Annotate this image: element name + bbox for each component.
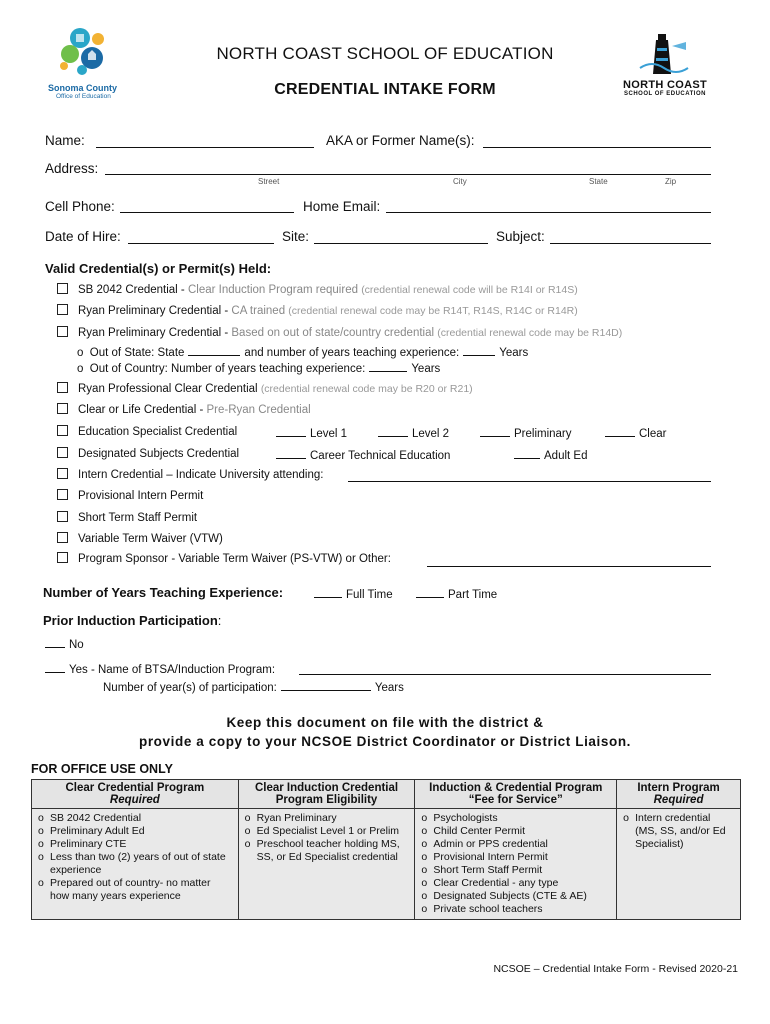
checkbox-vtw[interactable] <box>57 532 68 543</box>
school-title: NORTH COAST SCHOOL OF EDUCATION <box>216 44 554 63</box>
checkbox-intern[interactable] <box>57 468 68 479</box>
office-col1-list <box>32 809 239 920</box>
name-label: Name: <box>45 133 85 148</box>
footer-text: NCSOE – Credential Intake Form - Revised 2020-21 <box>493 963 738 975</box>
cell-phone-field[interactable] <box>120 212 294 213</box>
out-of-state-years-field[interactable] <box>463 344 495 356</box>
office-col2-list <box>238 809 415 920</box>
aka-field[interactable] <box>483 147 711 148</box>
date-of-hire-field[interactable] <box>128 243 274 244</box>
checkbox-ryan-prelim-ca[interactable] <box>57 304 68 315</box>
list-item: o Designated Subjects (CTE & AE) <box>421 890 610 903</box>
home-email-label: Home Email: <box>303 199 381 214</box>
list-item: o Child Center Permit <box>421 825 610 838</box>
induction-program-field[interactable] <box>299 674 711 675</box>
north-coast-logo-line1: NORTH COAST <box>623 79 707 91</box>
office-use-heading: FOR OFFICE USE ONLY <box>31 762 173 776</box>
intern-university-field[interactable] <box>348 481 711 482</box>
credential-ed-specialist[interactable]: Education Specialist Credential <box>57 425 237 438</box>
cell-phone-label: Cell Phone: <box>45 199 115 214</box>
form-title: CREDENTIAL INTAKE FORM <box>274 81 496 98</box>
address-field[interactable] <box>105 174 711 175</box>
induction-years-field[interactable] <box>281 679 371 691</box>
subject-field[interactable] <box>550 243 711 244</box>
out-of-state-line: o Out of State: State and number of years teaching experience: Years <box>77 344 528 359</box>
checkbox-sb2042[interactable] <box>57 283 68 294</box>
list-item: o Ed Specialist Level 1 or Prelim <box>245 825 409 838</box>
ds-adult-ed[interactable]: Adult Ed <box>514 447 587 462</box>
list-item: o Preschool teacher holding MS, SS, or Ed Specialist credential <box>245 838 409 864</box>
induction-yes-option[interactable]: Yes - Name of BTSA/Induction Program: <box>45 661 275 676</box>
ed-spec-level1[interactable]: Level 1 <box>276 425 347 440</box>
ds-cte[interactable]: Career Technical Education <box>276 447 450 462</box>
ps-vtw-other-field[interactable] <box>427 566 711 567</box>
office-col4-header: Intern Program Required <box>617 780 741 809</box>
checkbox-ryan-prelim-out[interactable] <box>57 326 68 337</box>
ed-spec-preliminary[interactable]: Preliminary <box>480 425 572 440</box>
list-item: o Preliminary CTE <box>38 838 232 851</box>
credential-clear-life[interactable]: Clear or Life Credential - Pre-Ryan Credential <box>57 403 311 416</box>
city-sublabel: City <box>453 177 467 186</box>
checkbox-designated-subjects[interactable] <box>57 447 68 458</box>
credential-ryan-prelim-out[interactable]: Ryan Preliminary Credential - Based on out of state/country credential (credential renewal code may be R14D) <box>57 326 622 339</box>
site-label: Site: <box>282 229 310 244</box>
list-item: o Prepared out of country- no matter how many years experience <box>38 877 232 903</box>
credential-provisional-intern[interactable]: Provisional Intern Permit <box>57 489 203 502</box>
office-col4-list <box>617 809 741 920</box>
ed-spec-clear[interactable]: Clear <box>605 425 666 440</box>
site-field[interactable] <box>314 243 488 244</box>
induction-heading: Prior Induction Participation: <box>43 613 222 628</box>
sonoma-logo-line1: Sonoma County <box>48 83 117 93</box>
checkbox-clear-life[interactable] <box>57 403 68 414</box>
out-of-state-field[interactable] <box>188 344 240 356</box>
checkbox-provisional-intern[interactable] <box>57 489 68 500</box>
checkbox-ryan-professional[interactable] <box>57 382 68 393</box>
list-item: o Ryan Preliminary <box>245 812 409 825</box>
address-label: Address: <box>45 161 99 176</box>
credential-short-term-staff[interactable]: Short Term Staff Permit <box>57 511 197 524</box>
part-time-option[interactable]: Part Time <box>416 586 497 601</box>
checkbox-ps-vtw[interactable] <box>57 552 68 563</box>
zip-sublabel: Zip <box>665 177 677 186</box>
north-coast-logo-line2: SCHOOL OF EDUCATION <box>624 91 706 97</box>
list-item: o Clear Credential - any type <box>421 877 610 890</box>
list-item: o Less than two (2) years of out of state experience <box>38 851 232 877</box>
credential-ps-vtw[interactable]: Program Sponsor - Variable Term Waiver (PS-VTW) or Other: <box>57 552 391 565</box>
credential-vtw[interactable]: Variable Term Waiver (VTW) <box>57 532 223 545</box>
notice-line2: provide a copy to your NCSOE District Coordinator or District Liaison. <box>138 734 632 749</box>
home-email-field[interactable] <box>386 212 711 213</box>
office-col2-header: Clear Induction Credential Program Eligibility <box>238 780 415 809</box>
name-field[interactable] <box>96 147 314 148</box>
induction-no-option[interactable]: No <box>45 636 84 651</box>
date-of-hire-label: Date of Hire: <box>45 229 121 244</box>
out-of-country-years-field[interactable] <box>369 360 407 372</box>
checkbox-ed-specialist[interactable] <box>57 425 68 436</box>
list-item: o Intern credential (MS, SS, and/or Ed Specialist) <box>623 812 734 851</box>
list-item: o Provisional Intern Permit <box>421 851 610 864</box>
subject-label: Subject: <box>496 229 545 244</box>
office-use-table <box>31 779 741 920</box>
street-sublabel: Street <box>258 177 280 186</box>
office-col3-list <box>415 809 617 920</box>
experience-heading: Number of Years Teaching Experience: <box>43 585 284 600</box>
list-item: o Short Term Staff Permit <box>421 864 610 877</box>
list-item: o Private school teachers <box>421 903 610 916</box>
office-col1-header: Clear Credential Program Required <box>32 780 239 809</box>
out-of-country-line: o Out of Country: Number of years teaching experience: Years <box>77 360 440 375</box>
office-col3-header: Induction & Credential Program “Fee for Service” <box>415 780 617 809</box>
state-sublabel: State <box>589 177 608 186</box>
ed-spec-level2[interactable]: Level 2 <box>378 425 449 440</box>
credential-designated-subjects[interactable]: Designated Subjects Credential <box>57 447 239 460</box>
credential-ryan-prelim-ca[interactable]: Ryan Preliminary Credential - CA trained (credential renewal code may be R14T, R14S, R14C or R14R) <box>57 304 578 317</box>
list-item: o Psychologists <box>421 812 610 825</box>
sonoma-logo-line2: Office of Education <box>56 93 111 100</box>
credential-sb2042[interactable]: SB 2042 Credential - Clear Induction Program required (credential renewal code will be R14I or R14S) <box>57 283 578 296</box>
notice-line1: Keep this document on file with the district & <box>226 715 544 730</box>
credential-intern[interactable]: Intern Credential – Indicate University attending: <box>57 468 323 481</box>
credentials-heading: Valid Credential(s) or Permit(s) Held: <box>45 261 272 276</box>
full-time-option[interactable]: Full Time <box>314 586 393 601</box>
aka-label: AKA or Former Name(s): <box>326 133 475 148</box>
list-item: o SB 2042 Credential <box>38 812 232 825</box>
checkbox-short-term-staff[interactable] <box>57 511 68 522</box>
list-item: o Admin or PPS credential <box>421 838 610 851</box>
induction-years-line: Number of year(s) of participation: Years <box>103 679 404 694</box>
credential-ryan-professional[interactable]: Ryan Professional Clear Credential (credential renewal code may be R20 or R21) <box>57 382 473 395</box>
list-item: o Preliminary Adult Ed <box>38 825 232 838</box>
